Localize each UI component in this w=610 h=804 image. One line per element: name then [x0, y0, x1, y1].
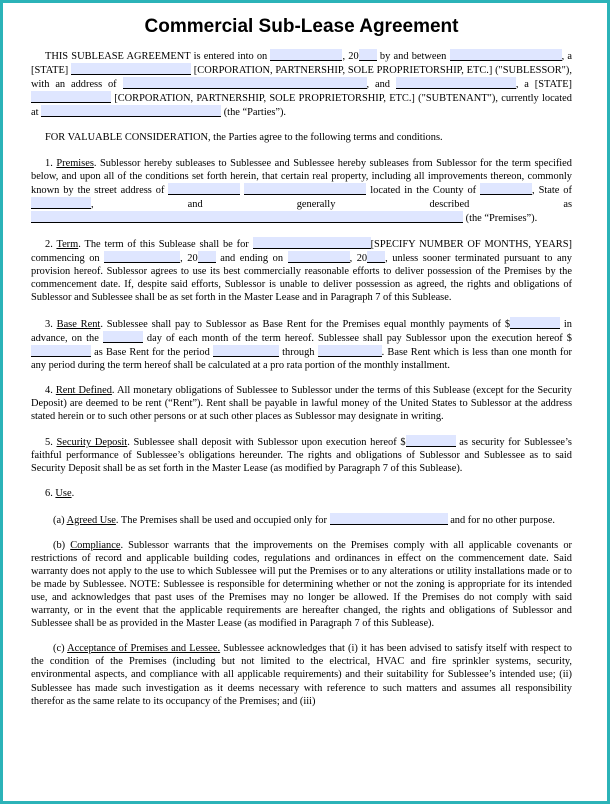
- sublessor-name-field[interactable]: [450, 49, 562, 61]
- term-start-year-field[interactable]: [198, 251, 216, 263]
- sublessor-state-field[interactable]: [71, 63, 191, 75]
- term-end-date-field[interactable]: [288, 251, 350, 263]
- rent-period-start-field[interactable]: [213, 345, 279, 357]
- agreement-date-field[interactable]: [270, 49, 342, 61]
- compliance-heading: Compliance: [70, 539, 121, 551]
- page-title: Commercial Sub-Lease Agreement: [144, 16, 459, 37]
- document-page: [3, 3, 607, 801]
- use-heading: Use: [55, 488, 72, 500]
- security-deposit-field[interactable]: [406, 435, 456, 447]
- subtenant-location-field[interactable]: [41, 105, 221, 117]
- intro-paragraph: THIS SUBLEASE AGREEMENT is entered into on , 20 by and between , a [STATE] [CORPORATION, PARTNERSHIP, SOLE PROPRIETORSHIP, ETC.] ("SUBLESSOR"), with an address of , and , a [STATE] [CORPORATION, PARTNERSHIP, SOLE PROPRIETORSHIP, ETC.] ("SUBTENANT"), currently located at (the “Parties”).: [31, 51, 572, 119]
- term-length-field[interactable]: [253, 237, 371, 249]
- premises-description-field[interactable]: [31, 211, 463, 223]
- premises-street-field-1[interactable]: [168, 183, 240, 195]
- term-start-date-field[interactable]: [104, 251, 180, 263]
- section-use: 6. Use.: [45, 488, 75, 500]
- use-compliance-paragraph: (b) Compliance. Sublessor warrants that the improvements on the Premises comply with all applicable covenants or restrictions of record and applicable building codes, regulations and ordinances in effect on the commencement date. Said warranty does not apply to the use to which Sublessee will put the Premises or to any alterations or utility installations made or to be made by Sublessee. NOTE: Sublessee is responsible for determining whether or not the zoning is appropriate for its intended use, and acknowledges that past uses of the Premises may no longer be allowed. If the Premises do not comply with said warranty, or in the event that the applicable requirements are hereafter changed, the rights and obligations of Sublessor and Sublessee shall be as provided in the Master Lease (as modified in Paragraph 7 of this Sublease).: [31, 539, 572, 630]
- subtenant-state-field[interactable]: [31, 91, 111, 103]
- term-end-year-field[interactable]: [367, 251, 385, 263]
- premises-county-field[interactable]: [480, 183, 532, 195]
- section-term: 2. Term. The term of this Sublease shall be for [SPECIFY NUMBER OF MONTHS, YEARS] commencing on , 20 and ending on , 20 , unless sooner terminated pursuant to any provision hereof. Sublessor agrees to use its best commercially reasonable efforts to deliver possession of the Premises by the commencement date. If, despite said efforts, Sublessor is unable to deliver possession as agreed, the rights and obligations of Sublessor and Sublessee shall be as set forth in the Master Lease and in Paragraph 7 of this Sublease.: [31, 239, 572, 304]
- rent-period-end-field[interactable]: [318, 345, 382, 357]
- acceptance-heading: Acceptance of Premises and Lessee.: [67, 643, 221, 655]
- section-premises: 1. Premises. Sublessor hereby subleases to Sublessee and Sublessee hereby subleases from Sublessor for the term specified below, and upon all of the conditions set forth herein, that certain real property, including all improvements thereon, commonly known by the street address of located in the County of , State of , and generally described as (the “Premises”).: [31, 157, 572, 224]
- subtenant-name-field[interactable]: [396, 77, 516, 89]
- section-base-rent: 3. Base Rent. Sublessee shall pay to Sublessor as Base Rent for the Premises equal monthly payments of $ in advance, on the day of each month of the term hereof. Sublessee shall pay Sublessor upon the execution hereof $ as Base Rent for the period through . Base Rent which is less than one month for any period during the term hereof shall be calculated at a pro rata portion of the monthly installment.: [31, 318, 572, 371]
- consideration-paragraph: FOR VALUABLE CONSIDERATION, the Parties agree to the following terms and conditions.: [45, 132, 443, 144]
- rent-due-day-field[interactable]: [103, 331, 143, 343]
- initial-rent-field[interactable]: [31, 345, 91, 357]
- section-rent-defined: 4. Rent Defined. All monetary obligations of Sublessee to Sublessor under the terms of this Sublease (except for the Security Deposit) are deemed to be rent (“Rent”). Rent shall be payable in lawful money of the United States to Sublessor at the address stated herein or to such other persons or at such other places as Sublessor may designate in writing.: [31, 384, 572, 423]
- section-security-deposit: 5. Security Deposit. Sublessee shall deposit with Sublessor upon execution hereof $ as security for Sublessee’s faithful performance of Sublessee’s obligations hereunder. The rights and obligations of Sublessor and Sublessee as to said Security Deposit shall be as set forth in the Master Lease (as modified by Paragraph 7 of this Sublease).: [31, 437, 572, 475]
- base-rent-heading: Base Rent: [56, 318, 101, 330]
- premises-street-field-2[interactable]: [244, 183, 366, 195]
- term-heading: Term: [56, 239, 79, 251]
- sublessor-address-field[interactable]: [123, 77, 367, 89]
- agreement-year-field[interactable]: [359, 49, 377, 61]
- rent-defined-heading: Rent Defined: [55, 384, 112, 396]
- use-acceptance-paragraph: (c) Acceptance of Premises and Lessee. Sublessee acknowledges that (i) it has been advised to satisfy itself with respect to the condition of the Premises (including but not limited to the electrical, HVAC and fire sprinkler systems, security, environmental aspects, and compliance with all applicable requirements) and their suitability for Sublessee’s intended use; (ii) Sublessee has made such investigation as it deems necessary with reference to such matters and assumes all responsibility therefor as the same relate to its occupancy of the Premises; and (iii): [31, 643, 573, 707]
- security-deposit-heading: Security Deposit: [56, 437, 128, 449]
- agreed-use-heading: Agreed Use: [66, 514, 116, 526]
- monthly-rent-field[interactable]: [510, 317, 560, 329]
- premises-state-field[interactable]: [31, 197, 91, 209]
- agreed-use-field[interactable]: [330, 513, 448, 525]
- premises-heading: Premises: [56, 157, 94, 169]
- document-body: [31, 15, 572, 720]
- use-agreed-paragraph: (a) Agreed Use. The Premises shall be used and occupied only for and for no other purpose.: [53, 514, 555, 526]
